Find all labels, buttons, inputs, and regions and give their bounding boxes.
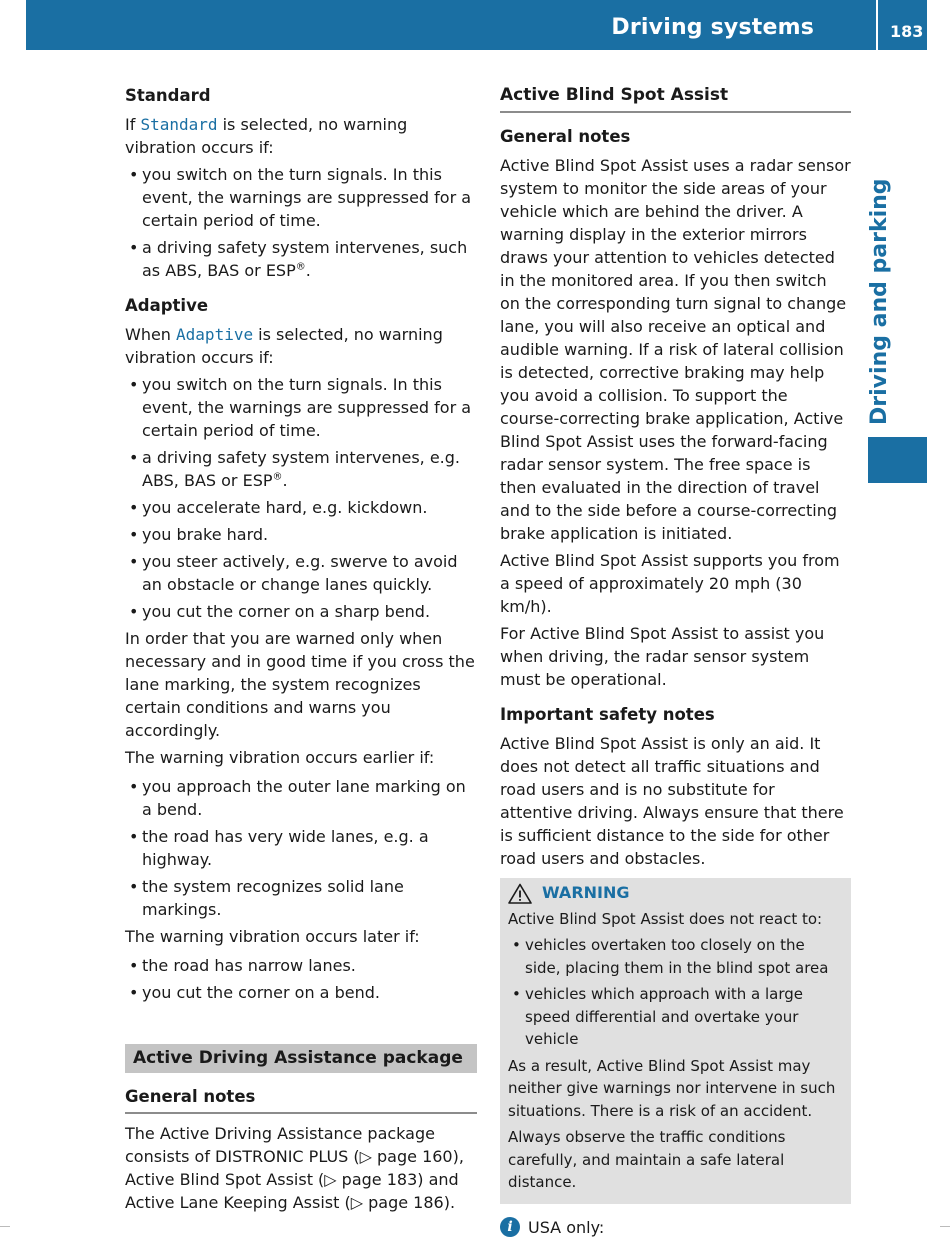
list-item bbox=[125, 446, 477, 492]
list-item: • you brake hard. bbox=[125, 523, 477, 546]
safety-paragraph: Active Blind Spot Assist is only an aid. It does not detect all traffic situations and road users and is no substitute for attentive driving. Always ensure that there is sufficient distance to the side for other road users and obstacles. bbox=[500, 734, 844, 868]
adaptive-intro bbox=[125, 323, 477, 369]
general-paragraph: Active Blind Spot Assist supports you from a speed of approximately 20 mph (30 km/h). bbox=[500, 551, 840, 616]
earlier-list bbox=[125, 775, 477, 921]
list-item: • the system recognizes solid lane markings. bbox=[125, 875, 477, 921]
list-item-end: . bbox=[305, 261, 311, 280]
standard-intro bbox=[125, 113, 477, 159]
list-item-text: a driving safety system intervenes, e.g. ABS, BAS or ESP bbox=[142, 448, 460, 490]
heading-active-blind-spot-assist: Active Blind Spot Assist bbox=[500, 84, 851, 113]
adaptive-list bbox=[125, 373, 477, 623]
heading-adaptive: Adaptive bbox=[125, 296, 209, 315]
list-item: • you accelerate hard, e.g. kickdown. bbox=[125, 496, 477, 519]
warning-title: WARNING bbox=[542, 883, 630, 902]
warning-consequence: As a result, Active Blind Spot Assist may neither give warnings nor intervene in such situations. There is a risk of an accident. bbox=[508, 1056, 836, 1120]
page-number: 183 bbox=[890, 22, 924, 41]
left-column bbox=[125, 84, 477, 1218]
list-item: • the road has very wide lanes, e.g. a highway. bbox=[125, 825, 477, 871]
heading-standard: Standard bbox=[125, 86, 211, 105]
heading-active-driving-assistance: Active Driving Assistance package bbox=[125, 1044, 477, 1073]
warning-list bbox=[508, 934, 843, 1051]
list-item: • vehicles which approach with a large speed differential and overtake your vehicle bbox=[508, 983, 843, 1051]
later-intro: The warning vibration occurs later if: bbox=[125, 927, 420, 946]
warning-header bbox=[508, 882, 843, 905]
earlier-intro: The warning vibration occurs earlier if: bbox=[125, 748, 435, 767]
standard-intro-post: is selected, no warning vibration occurs if: bbox=[125, 115, 408, 157]
standard-list bbox=[125, 163, 477, 282]
list-item-end: . bbox=[282, 471, 288, 490]
warning-advice: Always observe the traffic conditions carefully, and maintain a safe lateral distance. bbox=[508, 1128, 786, 1191]
warning-triangle-icon bbox=[508, 883, 532, 904]
heading-package-general-notes: General notes bbox=[125, 1085, 477, 1114]
registered-mark: ® bbox=[295, 261, 306, 273]
adaptive-intro-post: is selected, no warning vibration occurs if: bbox=[125, 325, 443, 367]
header-bar bbox=[26, 0, 927, 50]
list-item: • you steer actively, e.g. swerve to avoid an obstacle or change lanes quickly. bbox=[125, 550, 477, 596]
registered-mark: ® bbox=[272, 471, 283, 483]
info-note bbox=[500, 1216, 851, 1239]
list-item: • the road has narrow lanes. bbox=[125, 954, 477, 977]
standard-intro-pre: If bbox=[125, 115, 141, 134]
list-item: • vehicles overtaken too closely on the side, placing them in the blind spot area bbox=[508, 934, 843, 979]
section-title: Driving systems bbox=[611, 15, 814, 40]
adaptive-intro-pre: When bbox=[125, 325, 177, 344]
warning-box bbox=[500, 878, 851, 1204]
header-divider bbox=[876, 0, 878, 50]
heading-important-safety-notes: Important safety notes bbox=[500, 705, 715, 724]
list-item: • you approach the outer lane marking on a bend. bbox=[125, 775, 477, 821]
package-description: The Active Driving Assistance package consists of DISTRONIC PLUS (▷ page 160), Active Blind Spot Assist (▷ page 183) and Active Lane Keeping Assist (▷ page 186). bbox=[125, 1124, 464, 1212]
info-icon: i bbox=[500, 1217, 520, 1237]
list-item bbox=[125, 236, 477, 282]
standard-setting-code: Standard bbox=[140, 115, 218, 134]
crop-mark bbox=[0, 1226, 10, 1227]
list-item: • you cut the corner on a sharp bend. bbox=[125, 600, 477, 623]
adaptive-setting-code: Adaptive bbox=[176, 325, 254, 344]
later-list bbox=[125, 954, 477, 1004]
side-chapter-tab bbox=[868, 437, 927, 483]
list-item: • you switch on the turn signals. In this event, the warnings are suppressed for a certain period of time. bbox=[125, 373, 477, 442]
warning-intro: Active Blind Spot Assist does not react to: bbox=[508, 909, 823, 928]
heading-general-notes: General notes bbox=[500, 127, 631, 146]
list-item-text: a driving safety system intervenes, such as ABS, BAS or ESP bbox=[142, 238, 468, 280]
info-note-text: USA only: bbox=[528, 1217, 605, 1237]
list-item: • you cut the corner on a bend. bbox=[125, 981, 477, 1004]
list-item: • you switch on the turn signals. In this event, the warnings are suppressed for a certain period of time. bbox=[125, 163, 477, 232]
general-paragraph: For Active Blind Spot Assist to assist you when driving, the radar sensor system must be operational. bbox=[500, 624, 825, 689]
right-column bbox=[500, 84, 851, 1239]
crop-mark bbox=[940, 1226, 950, 1227]
general-paragraph: Active Blind Spot Assist uses a radar sensor system to monitor the side areas of your vehicle which are behind the driver. A warning display in the exterior mirrors draws your attention to vehicles detected in the monitored area. If you then switch on the corresponding turn signal to change lane, you will also receive an optical and audible warning. If a risk of lateral collision is detected, corrective braking may help you avoid a collision. To support the course-correcting brake application, Active Blind Spot Assist uses the forward-facing radar sensor system. The free space is then evaluated in the direction of travel and to the side before a course-correcting brake application is initiated. bbox=[500, 156, 851, 543]
side-chapter-label: Driving and parking bbox=[867, 178, 892, 425]
warning-explanation: In order that you are warned only when necessary and in good time if you cross the lane marking, the system recognizes certain conditions and warns you accordingly. bbox=[125, 629, 475, 740]
